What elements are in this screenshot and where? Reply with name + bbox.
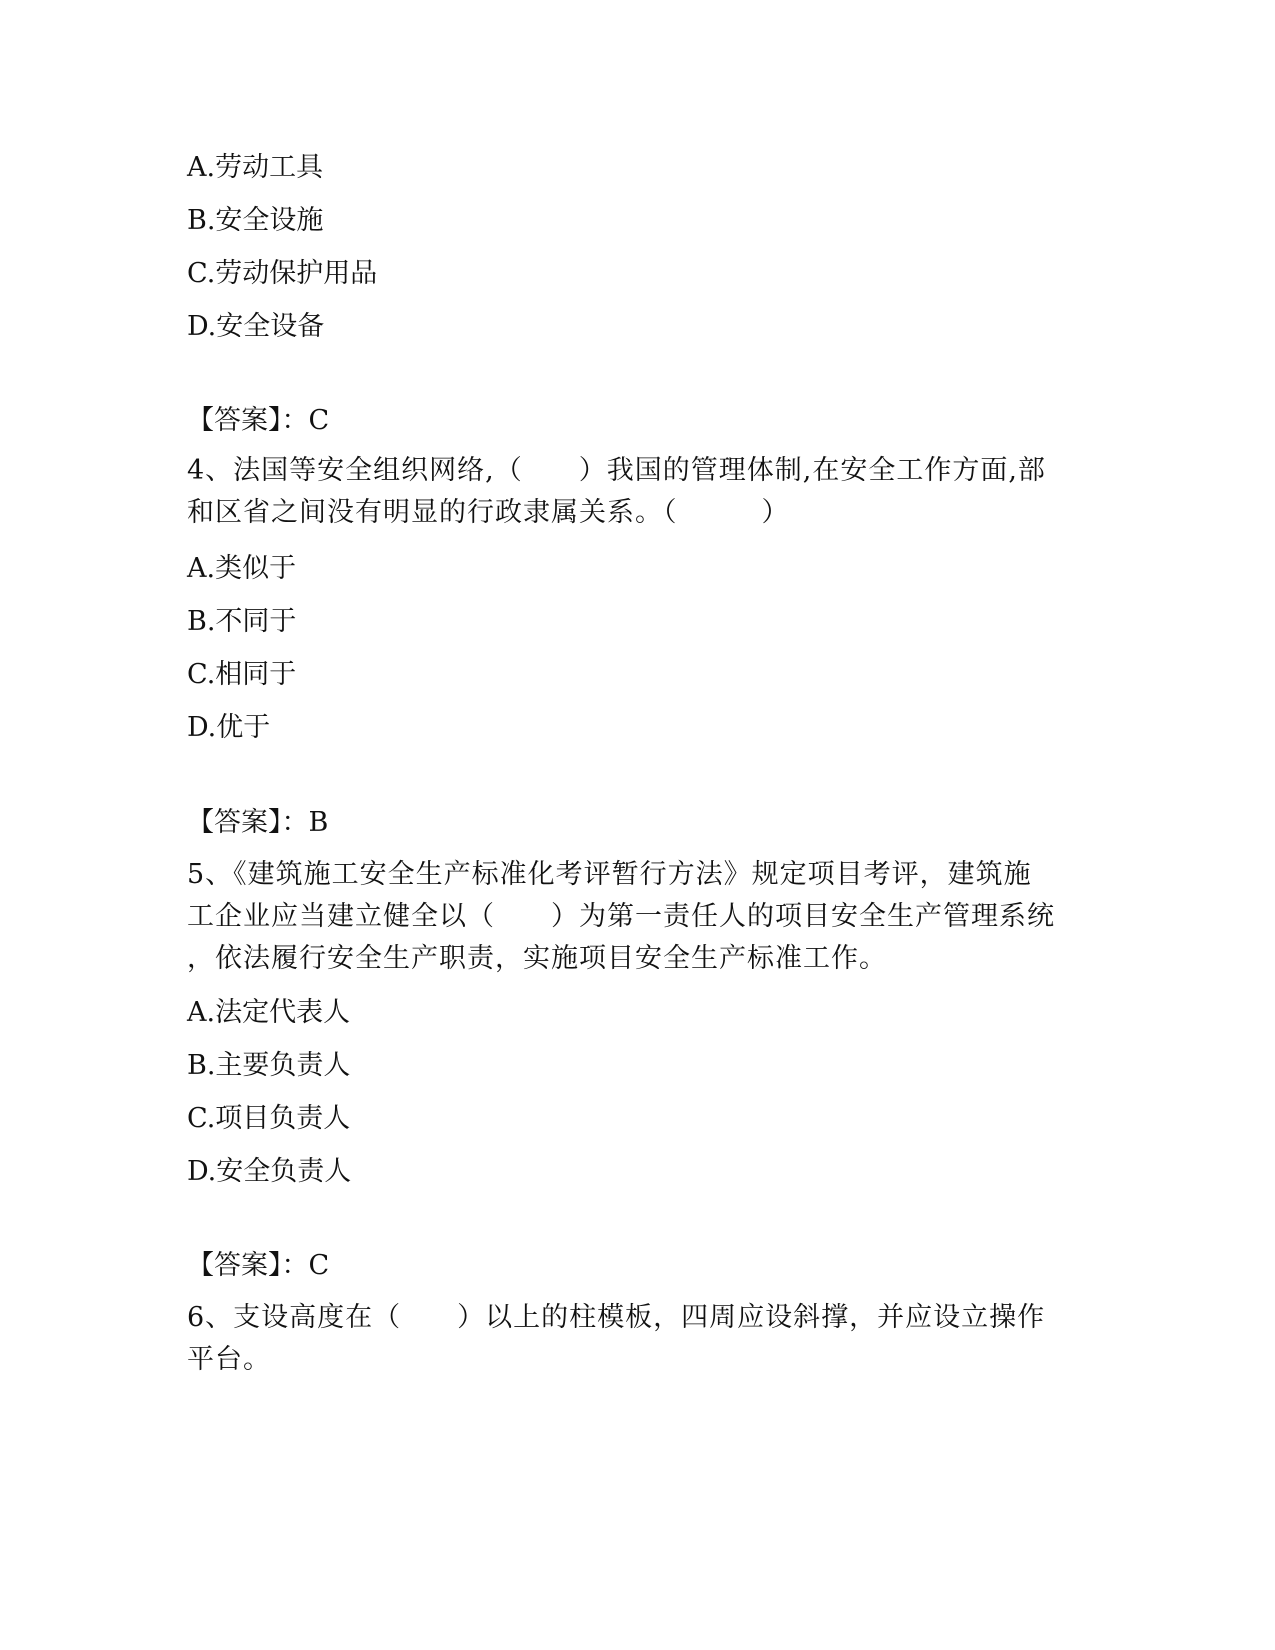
q3-answer: 【答案】：C (187, 405, 330, 436)
q4-option-b: B.不同于 (187, 606, 297, 637)
q4-option-c: C.相同于 (187, 659, 297, 690)
q3-option-c: C.劳动保护用品 (187, 258, 378, 289)
q5-option-b: B.主要负责人 (187, 1050, 351, 1081)
q5-stem-line-2: 工企业应当建立健全以（ ）为第一责任人的项目安全生产管理系统 (187, 901, 1055, 932)
q5-option-a: A.法定代表人 (187, 997, 351, 1028)
q5-stem-line-1: 5、《建筑施工安全生产标准化考评暂行方法》规定项目考评，建筑施 (187, 859, 1032, 890)
q6-stem-line-1: 6、支设高度在（ ）以上的柱模板，四周应设斜撑，并应设立操作 (187, 1302, 1046, 1333)
q5-option-c: C.项目负责人 (187, 1103, 351, 1134)
q3-option-b: B.安全设施 (187, 205, 324, 236)
q6-stem-line-2: 平台。 (187, 1344, 271, 1375)
q3-option-d: D.安全设备 (187, 311, 325, 342)
q4-stem-line-1: 4、法国等安全组织网络,（ ）我国的管理体制,在安全工作方面,部 (187, 455, 1046, 486)
q5-option-d: D.安全负责人 (187, 1156, 352, 1187)
q4-stem-line-2: 和区省之间没有明显的行政隶属关系。（ ） (187, 497, 790, 528)
q5-answer: 【答案】：C (187, 1250, 330, 1281)
q3-option-a: A.劳动工具 (187, 152, 324, 183)
q4-answer: 【答案】：B (187, 807, 329, 838)
q4-option-d: D.优于 (187, 712, 271, 743)
q4-option-a: A.类似于 (187, 553, 297, 584)
q5-stem-line-3: ，依法履行安全生产职责，实施项目安全生产标准工作。 (187, 943, 887, 974)
